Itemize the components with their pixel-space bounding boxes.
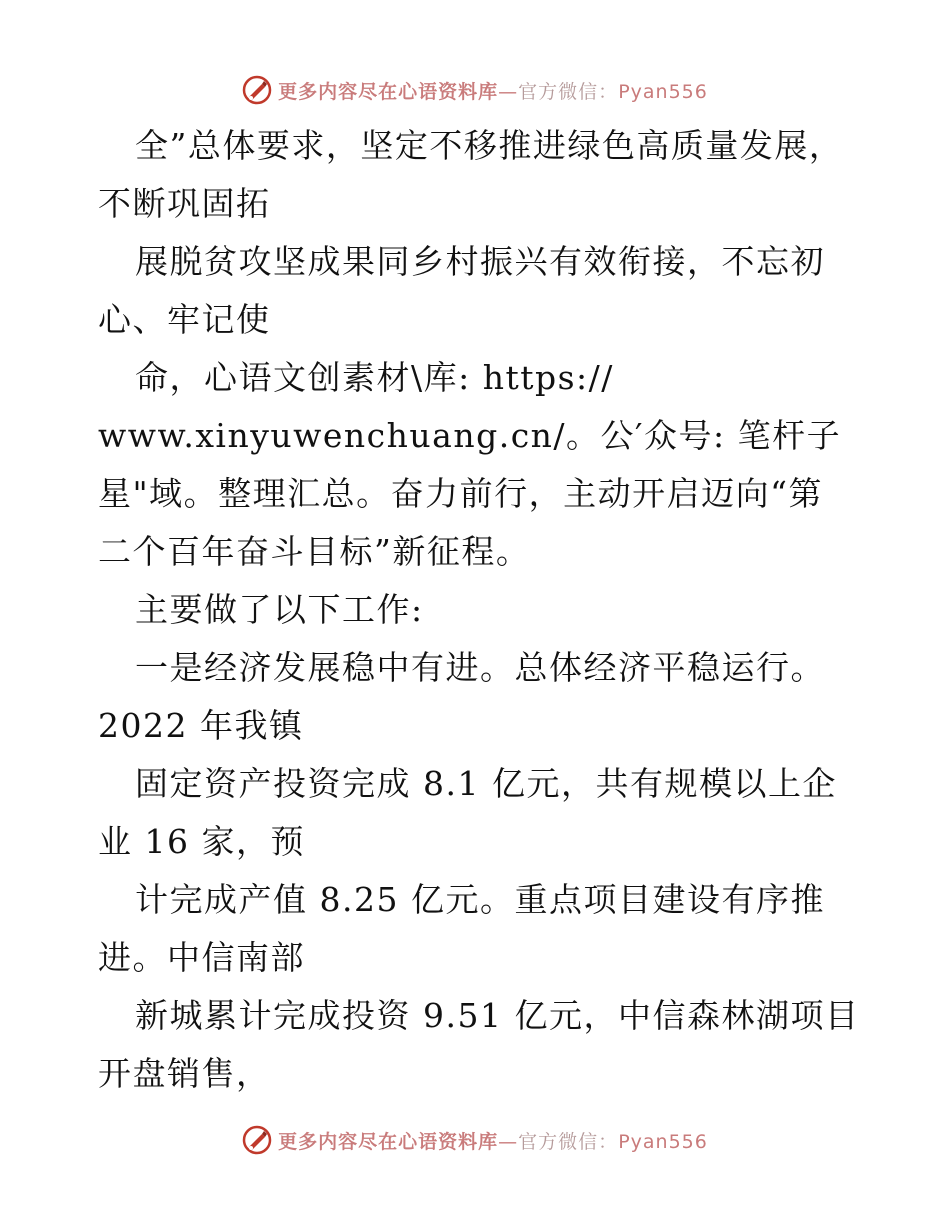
text-line: 新城累计完成投资 9.51 亿元，中信森林湖项目 (135, 996, 860, 1035)
footer-banner-text (278, 1127, 708, 1154)
text-line: 全”总体要求，坚定不移推进绿色高质量发展， (135, 126, 844, 165)
text-line: 心、牢记使 (98, 300, 271, 339)
footer-wechat-id: Pyan556 (618, 1130, 708, 1153)
text-line: 主要做了以下工作: (135, 590, 424, 629)
text-line: 开盘销售， (98, 1054, 271, 1093)
header-wechat-id: Pyan556 (618, 80, 708, 103)
header-separator: — (498, 80, 519, 103)
footer-wechat-label: 官方微信： (518, 1130, 619, 1153)
text-line: 2022 年我镇 (98, 706, 304, 745)
text-line: 二个百年奋斗目标”新征程。 (98, 532, 531, 571)
footer-banner (0, 1120, 950, 1160)
document-body (98, 117, 858, 1103)
text-line: 星"域。整理汇总。奋力前行，主动开启迈向“第 (98, 474, 824, 513)
text-line: 固定资产投资完成 8.1 亿元，共有规模以上企 (135, 764, 837, 803)
footer-separator: — (498, 1130, 519, 1153)
header-banner-text (278, 77, 708, 104)
text-line: 一是经济发展稳中有进。总体经济平稳运行。 (135, 648, 825, 687)
text-line: www.xinyuwenchuang.cn/。公′众号: 笔杆子 (98, 416, 842, 455)
footer-slogan: 更多内容尽在心语资料库 (278, 1130, 499, 1153)
text-line: 命，心语文创素材\库: https:// (135, 358, 614, 397)
text-line: 进。中信南部 (98, 938, 305, 977)
text-line: 计完成产值 8.25 亿元。重点项目建设有序推 (135, 880, 825, 919)
text-line: 展脱贫攻坚成果同乡村振兴有效衔接，不忘初 (135, 242, 825, 281)
pen-logo-icon (242, 1125, 272, 1155)
header-banner (0, 70, 950, 110)
text-line: 业 16 家，预 (98, 822, 305, 861)
text-line: 不断巩固拓 (98, 184, 271, 223)
pen-logo-icon (242, 75, 272, 105)
header-wechat-label: 官方微信： (518, 80, 619, 103)
header-slogan: 更多内容尽在心语资料库 (278, 80, 499, 103)
